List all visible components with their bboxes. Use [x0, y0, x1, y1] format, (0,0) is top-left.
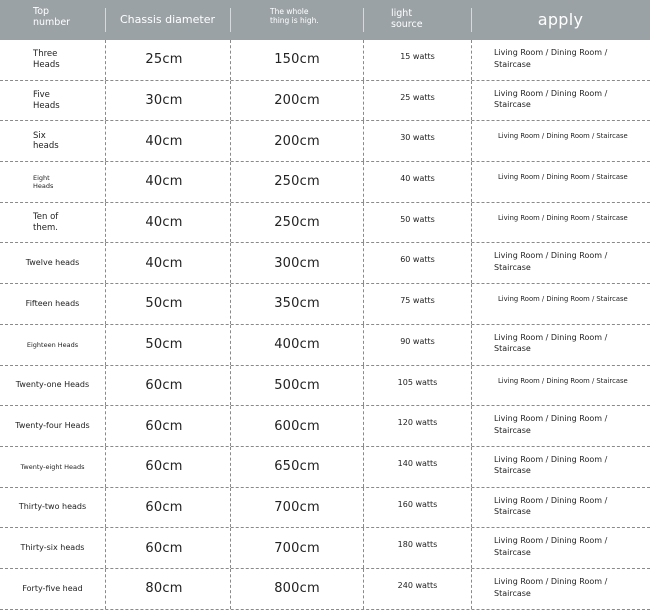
row-whole-height: 300cm — [230, 243, 363, 283]
row-chassis-diameter: 40cm — [105, 243, 230, 283]
row-chassis-diameter: 60cm — [105, 528, 230, 568]
row-apply: Living Room / Dining Room / Staircase — [471, 162, 650, 202]
table-row — [0, 121, 650, 162]
row-whole-height: 350cm — [230, 284, 363, 324]
row-chassis-diameter: 60cm — [105, 447, 230, 487]
row-whole-height: 250cm — [230, 162, 363, 202]
table-row — [0, 366, 650, 407]
row-apply: Living Room / Dining Room / Staircase — [471, 488, 650, 528]
row-name: Three Heads — [33, 49, 60, 70]
row-name: Twenty-eight Heads — [20, 462, 85, 471]
row-light-source: 75 watts — [363, 284, 471, 324]
row-apply: Living Room / Dining Room / Staircase — [471, 447, 650, 487]
row-light-source: 40 watts — [363, 162, 471, 202]
row-whole-height: 200cm — [230, 121, 363, 161]
table-row — [0, 447, 650, 488]
row-apply: Living Room / Dining Room / Staircase — [471, 243, 650, 283]
row-light-source: 30 watts — [363, 121, 471, 161]
row-chassis-diameter: 80cm — [105, 569, 230, 609]
row-apply: Living Room / Dining Room / Staircase — [471, 121, 650, 161]
table-row — [0, 406, 650, 447]
header-chassis-diameter: Chassis diameter — [105, 0, 230, 40]
row-light-source: 25 watts — [363, 81, 471, 121]
row-chassis-diameter: 40cm — [105, 121, 230, 161]
row-whole-height: 400cm — [230, 325, 363, 365]
row-apply: Living Room / Dining Room / Staircase — [471, 569, 650, 609]
row-apply: Living Room / Dining Room / Staircase — [471, 406, 650, 446]
row-apply: Living Room / Dining Room / Staircase — [471, 203, 650, 243]
table-row — [0, 243, 650, 284]
row-name: Eight Heads — [33, 173, 54, 190]
table-row — [0, 40, 650, 81]
row-apply: Living Room / Dining Room / Staircase — [471, 325, 650, 365]
row-light-source: 240 watts — [363, 569, 471, 609]
table-row — [0, 569, 650, 610]
table-row — [0, 528, 650, 569]
row-light-source: 120 watts — [363, 406, 471, 446]
row-whole-height: 500cm — [230, 366, 363, 406]
row-chassis-diameter: 40cm — [105, 203, 230, 243]
row-name: Thirty-six heads — [20, 543, 85, 553]
row-apply: Living Room / Dining Room / Staircase — [471, 40, 650, 80]
row-name: Five Heads — [33, 89, 60, 111]
row-chassis-diameter: 50cm — [105, 284, 230, 324]
row-name: Forty-five head — [22, 583, 83, 593]
row-chassis-diameter: 25cm — [105, 40, 230, 80]
row-name: Twenty-four Heads — [15, 421, 90, 431]
header-apply: apply — [471, 0, 650, 40]
row-light-source: 160 watts — [363, 488, 471, 528]
row-name: Ten of them. — [33, 211, 59, 233]
header-light-source: light source — [363, 0, 471, 40]
table-row — [0, 81, 650, 122]
row-apply: Living Room / Dining Room / Staircase — [471, 81, 650, 121]
table-header — [0, 0, 650, 40]
header-top-number: Top number — [33, 6, 71, 28]
row-apply: Living Room / Dining Room / Staircase — [471, 284, 650, 324]
row-whole-height: 800cm — [230, 569, 363, 609]
row-light-source: 60 watts — [363, 243, 471, 283]
row-whole-height: 250cm — [230, 203, 363, 243]
row-whole-height: 600cm — [230, 406, 363, 446]
row-light-source: 180 watts — [363, 528, 471, 568]
row-whole-height: 700cm — [230, 528, 363, 568]
row-name: Twelve heads — [25, 258, 80, 268]
row-name: Twenty-one Heads — [15, 380, 90, 390]
row-chassis-diameter: 60cm — [105, 366, 230, 406]
row-chassis-diameter: 50cm — [105, 325, 230, 365]
row-whole-height: 700cm — [230, 488, 363, 528]
row-name: Six heads — [33, 130, 59, 152]
row-light-source: 50 watts — [363, 203, 471, 243]
table-body — [0, 40, 650, 610]
table-row — [0, 284, 650, 325]
row-chassis-diameter: 30cm — [105, 81, 230, 121]
table-row — [0, 203, 650, 244]
row-whole-height: 200cm — [230, 81, 363, 121]
row-whole-height: 650cm — [230, 447, 363, 487]
row-chassis-diameter: 60cm — [105, 488, 230, 528]
table-row — [0, 162, 650, 203]
table-row — [0, 325, 650, 366]
row-chassis-diameter: 40cm — [105, 162, 230, 202]
row-name: Fifteen heads — [25, 298, 80, 308]
row-light-source: 15 watts — [363, 40, 471, 80]
row-apply: Living Room / Dining Room / Staircase — [471, 366, 650, 406]
header-whole-height: The whole thing is high. — [230, 0, 363, 40]
row-name: Eighteen Heads — [26, 340, 79, 349]
row-whole-height: 150cm — [230, 40, 363, 80]
table-row — [0, 488, 650, 529]
row-light-source: 140 watts — [363, 447, 471, 487]
row-light-source: 90 watts — [363, 325, 471, 365]
row-chassis-diameter: 60cm — [105, 406, 230, 446]
row-name: Thirty-two heads — [18, 502, 87, 512]
row-light-source: 105 watts — [363, 366, 471, 406]
row-apply: Living Room / Dining Room / Staircase — [471, 528, 650, 568]
